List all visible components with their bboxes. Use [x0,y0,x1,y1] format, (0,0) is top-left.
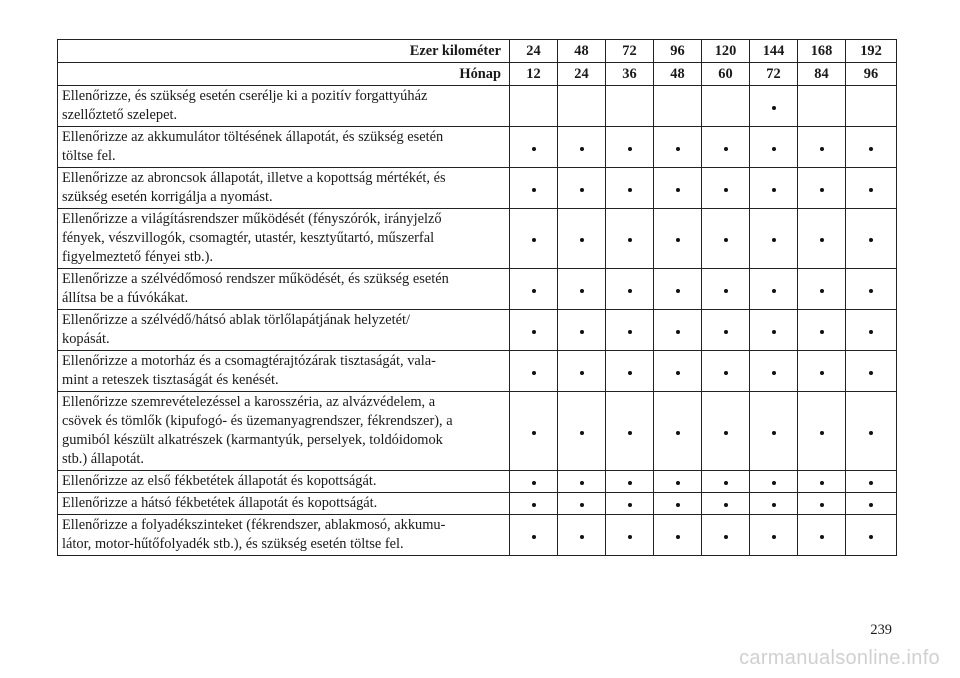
bullet-mark-icon [628,238,632,242]
schedule-cell [702,310,750,351]
schedule-cell [750,392,798,471]
task-description [58,168,510,209]
schedule-cell [558,127,606,168]
bullet-mark-icon [532,503,536,507]
schedule-cell [654,392,702,471]
schedule-cell [846,471,897,493]
schedule-cell [750,86,798,127]
schedule-cell [606,392,654,471]
schedule-cell [558,209,606,269]
schedule-cell [510,515,558,556]
schedule-cell [510,86,558,127]
schedule-cell [558,493,606,515]
schedule-cell [558,168,606,209]
schedule-cell [606,351,654,392]
bullet-mark-icon [676,188,680,192]
schedule-cell [702,209,750,269]
schedule-cell [798,168,846,209]
header-value: 24 [510,40,558,63]
task-description [58,127,510,168]
bullet-mark-icon [724,289,728,293]
header-value: 72 [750,63,798,86]
bullet-mark-icon [580,371,584,375]
schedule-cell [606,269,654,310]
bullet-mark-icon [532,330,536,334]
schedule-cell [654,86,702,127]
schedule-cell [654,310,702,351]
task-line: fények, vészvillogók, csomagtér, utastér, kesztyűtartó, műszerfal [62,230,435,246]
schedule-cell [798,471,846,493]
bullet-mark-icon [532,238,536,242]
table-row [58,351,897,392]
bullet-mark-icon [676,535,680,539]
schedule-cell [606,493,654,515]
bullet-mark-icon [532,188,536,192]
bullet-mark-icon [724,503,728,507]
schedule-cell [846,351,897,392]
task-line: Ellenőrizze az első fékbetétek állapotát és kopottságát. [62,473,377,489]
schedule-cell [750,515,798,556]
bullet-mark-icon [676,147,680,151]
bullet-mark-icon [869,431,873,435]
bullet-mark-icon [724,535,728,539]
schedule-cell [798,127,846,168]
task-line: Ellenőrizze az abroncsok állapotát, illetve a kopottság mértékét, és [62,170,446,186]
schedule-cell [846,86,897,127]
bullet-mark-icon [628,147,632,151]
schedule-cell [654,209,702,269]
table-row [58,269,897,310]
bullet-mark-icon [580,503,584,507]
header-value: 96 [654,40,702,63]
schedule-cell [558,515,606,556]
schedule-cell [510,168,558,209]
table-row [58,168,897,209]
table-row [58,86,897,127]
task-line: stb.) állapotát. [62,451,144,467]
task-line: csövek és tömlők (kipufogó- és üzemanyagrendszer, fékrendszer), a [62,413,453,429]
schedule-cell [510,209,558,269]
bullet-mark-icon [869,238,873,242]
bullet-mark-icon [772,147,776,151]
schedule-cell [510,269,558,310]
bullet-mark-icon [724,238,728,242]
schedule-cell [846,168,897,209]
schedule-cell [798,86,846,127]
bullet-mark-icon [580,330,584,334]
schedule-cell [798,493,846,515]
bullet-mark-icon [676,238,680,242]
task-description [58,515,510,556]
bullet-mark-icon [772,431,776,435]
bullet-mark-icon [772,188,776,192]
schedule-cell [654,168,702,209]
schedule-cell [798,209,846,269]
task-description [58,209,510,269]
header-value: 48 [558,40,606,63]
header-value: 120 [702,40,750,63]
task-line: Ellenőrizze szemrevételezéssel a karosszéria, az alvázvédelem, a [62,394,436,410]
bullet-mark-icon [869,289,873,293]
header-value: 192 [846,40,897,63]
header-value: 72 [606,40,654,63]
watermark: carmanualsonline.info [739,647,940,669]
schedule-cell [606,515,654,556]
schedule-cell [702,493,750,515]
schedule-cell [846,392,897,471]
schedule-cell [846,269,897,310]
schedule-cell [750,168,798,209]
bullet-mark-icon [869,371,873,375]
bullet-mark-icon [532,289,536,293]
schedule-cell [510,493,558,515]
bullet-mark-icon [869,535,873,539]
bullet-mark-icon [628,371,632,375]
schedule-cell [510,127,558,168]
header-row [58,40,897,63]
bullet-mark-icon [676,431,680,435]
bullet-mark-icon [869,481,873,485]
task-line: állítsa be a fúvókákat. [62,290,189,306]
schedule-cell [702,392,750,471]
schedule-cell [846,127,897,168]
bullet-mark-icon [580,289,584,293]
task-description [58,471,510,493]
schedule-cell [654,351,702,392]
schedule-cell [846,515,897,556]
task-line: Ellenőrizze a szélvédőmosó rendszer működését, és szükség esetén [62,271,449,287]
schedule-cell [606,86,654,127]
bullet-mark-icon [628,289,632,293]
schedule-cell [750,209,798,269]
bullet-mark-icon [580,431,584,435]
bullet-mark-icon [676,481,680,485]
schedule-cell [654,515,702,556]
bullet-mark-icon [628,431,632,435]
task-line: Ellenőrizze a folyadékszinteket (fékrendszer, ablakmosó, akkumu- [62,517,446,533]
task-line: Ellenőrizze az akkumulátor töltésének állapotát, és szükség esetén [62,129,444,145]
schedule-cell [606,310,654,351]
bullet-mark-icon [820,289,824,293]
task-description [58,392,510,471]
task-description [58,86,510,127]
schedule-cell [750,269,798,310]
schedule-cell [750,310,798,351]
schedule-cell [798,310,846,351]
table-row [58,392,897,471]
bullet-mark-icon [676,289,680,293]
bullet-mark-icon [532,147,536,151]
task-line: gumiból készült alkatrészek (karmantyúk, perselyek, toldóidomok [62,432,443,448]
header-value: 48 [654,63,702,86]
schedule-cell [654,471,702,493]
header-value: 36 [606,63,654,86]
schedule-cell [750,493,798,515]
bullet-mark-icon [820,371,824,375]
task-line: Ellenőrizze a motorház és a csomagtérajtózárak tisztaságát, vala- [62,353,436,369]
schedule-cell [846,209,897,269]
task-line: Ellenőrizze, és szükség esetén cserélje ki a pozitív forgattyúház [62,88,428,104]
task-line: Ellenőrizze a világításrendszer működését (fényszórók, irányjelző [62,211,442,227]
header-label: Ezer kilométer [58,40,510,63]
bullet-mark-icon [532,371,536,375]
schedule-cell [702,127,750,168]
bullet-mark-icon [772,289,776,293]
bullet-mark-icon [580,238,584,242]
bullet-mark-icon [820,147,824,151]
schedule-cell [606,168,654,209]
task-line: mint a reteszek tisztaságát és kenését. [62,372,279,388]
schedule-cell [798,269,846,310]
table-row [58,209,897,269]
bullet-mark-icon [532,481,536,485]
task-line: figyelmeztető fényei stb.). [62,249,214,265]
table-row [58,515,897,556]
bullet-mark-icon [676,330,680,334]
schedule-cell [798,392,846,471]
bullet-mark-icon [820,503,824,507]
schedule-cell [846,310,897,351]
page-number: 239 [870,622,892,638]
bullet-mark-icon [772,238,776,242]
task-line: töltse fel. [62,148,116,164]
bullet-mark-icon [532,431,536,435]
bullet-mark-icon [724,147,728,151]
header-value: 168 [798,40,846,63]
bullet-mark-icon [772,371,776,375]
header-label: Hónap [58,63,510,86]
schedule-cell [510,392,558,471]
header-value: 12 [510,63,558,86]
schedule-cell [702,351,750,392]
schedule-cell [798,351,846,392]
maintenance-schedule-table [57,39,897,556]
header-value: 84 [798,63,846,86]
schedule-cell [606,127,654,168]
task-line: Ellenőrizze a szélvédő/hátsó ablak törlőlapátjának helyzetét/ [62,312,411,328]
bullet-mark-icon [724,431,728,435]
schedule-cell [606,471,654,493]
bullet-mark-icon [820,188,824,192]
header-value: 144 [750,40,798,63]
bullet-mark-icon [724,330,728,334]
header-row [58,63,897,86]
bullet-mark-icon [772,535,776,539]
schedule-cell [654,493,702,515]
schedule-cell [654,269,702,310]
schedule-cell [702,471,750,493]
bullet-mark-icon [580,147,584,151]
task-description [58,310,510,351]
bullet-mark-icon [869,188,873,192]
task-line: szellőztető szelepet. [62,107,178,123]
task-line: szükség esetén korrigálja a nyomást. [62,189,273,205]
bullet-mark-icon [580,481,584,485]
table-row [58,471,897,493]
bullet-mark-icon [628,188,632,192]
task-line: kopását. [62,331,110,347]
task-description [58,351,510,392]
header-value: 60 [702,63,750,86]
schedule-cell [702,168,750,209]
bullet-mark-icon [820,535,824,539]
bullet-mark-icon [628,481,632,485]
bullet-mark-icon [676,371,680,375]
bullet-mark-icon [724,371,728,375]
table-row [58,493,897,515]
schedule-cell [558,471,606,493]
task-description [58,493,510,515]
schedule-cell [798,515,846,556]
header-value: 24 [558,63,606,86]
header-value: 96 [846,63,897,86]
schedule-cell [510,471,558,493]
bullet-mark-icon [676,503,680,507]
schedule-cell [702,515,750,556]
schedule-cell [654,127,702,168]
schedule-cell [558,269,606,310]
bullet-mark-icon [772,106,776,110]
bullet-mark-icon [772,330,776,334]
bullet-mark-icon [772,481,776,485]
bullet-mark-icon [628,535,632,539]
schedule-cell [846,493,897,515]
schedule-cell [702,269,750,310]
task-line: Ellenőrizze a hátsó fékbetétek állapotát és kopottságát. [62,495,378,511]
bullet-mark-icon [869,147,873,151]
schedule-cell [702,86,750,127]
schedule-cell [558,86,606,127]
bullet-mark-icon [869,330,873,334]
table-row [58,127,897,168]
schedule-cell [510,351,558,392]
schedule-cell [558,351,606,392]
bullet-mark-icon [532,535,536,539]
bullet-mark-icon [869,503,873,507]
schedule-cell [750,471,798,493]
bullet-mark-icon [820,238,824,242]
schedule-cell [510,310,558,351]
bullet-mark-icon [820,481,824,485]
table-row [58,310,897,351]
bullet-mark-icon [820,431,824,435]
schedule-cell [558,310,606,351]
schedule-cell [558,392,606,471]
schedule-cell [750,351,798,392]
bullet-mark-icon [820,330,824,334]
bullet-mark-icon [724,481,728,485]
schedule-cell [750,127,798,168]
bullet-mark-icon [580,535,584,539]
schedule-cell [606,209,654,269]
bullet-mark-icon [580,188,584,192]
bullet-mark-icon [724,188,728,192]
bullet-mark-icon [628,503,632,507]
bullet-mark-icon [628,330,632,334]
task-description [58,269,510,310]
task-line: látor, motor-hűtőfolyadék stb.), és szükség esetén töltse fel. [62,536,404,552]
bullet-mark-icon [772,503,776,507]
